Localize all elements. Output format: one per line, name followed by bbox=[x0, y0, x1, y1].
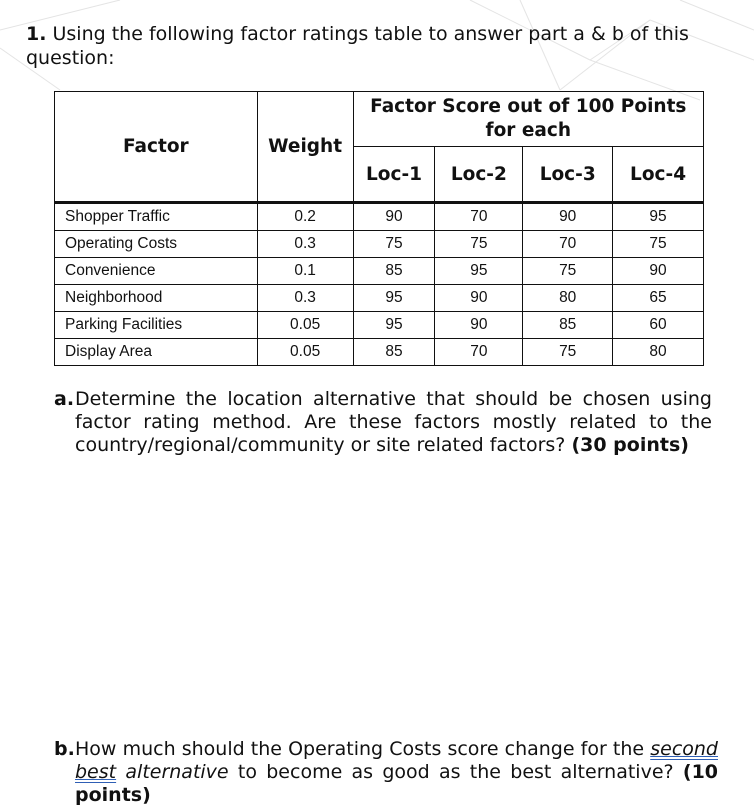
part-b-points: (10 points) bbox=[75, 761, 719, 806]
header-loc-4: Loc-4 bbox=[613, 147, 704, 203]
header-weight: Weight bbox=[257, 92, 353, 203]
score-cell: 95 bbox=[353, 285, 435, 312]
part-a-points: (30 points) bbox=[571, 434, 689, 456]
question-text: Using the following factor ratings table to answer part a & b of this question: bbox=[26, 23, 689, 69]
score-cell: 75 bbox=[523, 258, 613, 285]
score-cell: 95 bbox=[613, 203, 704, 231]
score-cell: 75 bbox=[613, 231, 704, 258]
score-cell: 80 bbox=[523, 285, 613, 312]
part-a-text: Determine the location alternative that should be chosen using factor rating method. Are these factors mostly related to the country/regional/community or site related factors? bbox=[75, 388, 712, 456]
header-loc-1: Loc-1 bbox=[353, 147, 435, 203]
score-cell: 90 bbox=[353, 203, 435, 231]
weight-cell: 0.3 bbox=[257, 285, 353, 312]
factor-name: Neighborhood bbox=[55, 285, 258, 312]
factor-name: Shopper Traffic bbox=[55, 203, 258, 231]
score-cell: 85 bbox=[353, 339, 435, 366]
weight-cell: 0.05 bbox=[257, 312, 353, 339]
question-number: 1. bbox=[26, 23, 47, 45]
score-cell: 90 bbox=[435, 312, 523, 339]
score-cell: 85 bbox=[523, 312, 613, 339]
score-cell: 90 bbox=[613, 258, 704, 285]
score-cell: 95 bbox=[435, 258, 523, 285]
score-cell: 90 bbox=[523, 203, 613, 231]
table-row bbox=[55, 258, 704, 285]
header-factor: Factor bbox=[55, 92, 258, 203]
table-row bbox=[55, 285, 704, 312]
part-b-text-start: How much should the Operating Costs score change for the bbox=[75, 738, 645, 760]
table-row bbox=[55, 203, 704, 231]
score-cell: 75 bbox=[435, 231, 523, 258]
part-b bbox=[54, 738, 718, 807]
part-b-text-end: to become as good as the best alternative? bbox=[237, 761, 674, 783]
table-row bbox=[55, 312, 704, 339]
score-cell: 70 bbox=[435, 203, 523, 231]
header-factor-score: Factor Score out of 100 Points for each bbox=[353, 92, 703, 147]
weight-cell: 0.05 bbox=[257, 339, 353, 366]
factor-name: Parking Facilities bbox=[55, 312, 258, 339]
factor-name: Display Area bbox=[55, 339, 258, 366]
score-cell: 90 bbox=[435, 285, 523, 312]
weight-cell: 0.2 bbox=[257, 203, 353, 231]
header-loc-3: Loc-3 bbox=[523, 147, 613, 203]
table-row bbox=[55, 231, 704, 258]
factor-name: Convenience bbox=[55, 258, 258, 285]
score-cell: 80 bbox=[613, 339, 704, 366]
part-a bbox=[54, 388, 712, 457]
part-b-italic-text: alternative bbox=[125, 761, 229, 783]
score-cell: 60 bbox=[613, 312, 704, 339]
score-cell: 70 bbox=[523, 231, 613, 258]
score-cell: 75 bbox=[353, 231, 435, 258]
score-cell: 95 bbox=[353, 312, 435, 339]
score-cell: 75 bbox=[523, 339, 613, 366]
question-title bbox=[26, 22, 716, 70]
score-cell: 65 bbox=[613, 285, 704, 312]
factor-name: Operating Costs bbox=[55, 231, 258, 258]
header-loc-2: Loc-2 bbox=[435, 147, 523, 203]
weight-cell: 0.3 bbox=[257, 231, 353, 258]
weight-cell: 0.1 bbox=[257, 258, 353, 285]
part-a-label: a. bbox=[54, 388, 75, 410]
score-cell: 85 bbox=[353, 258, 435, 285]
factor-ratings-table bbox=[54, 91, 704, 366]
score-cell: 70 bbox=[435, 339, 523, 366]
part-b-label: b. bbox=[54, 738, 75, 760]
table-row bbox=[55, 339, 704, 366]
part-b-underlined-text: second best bbox=[75, 738, 718, 783]
